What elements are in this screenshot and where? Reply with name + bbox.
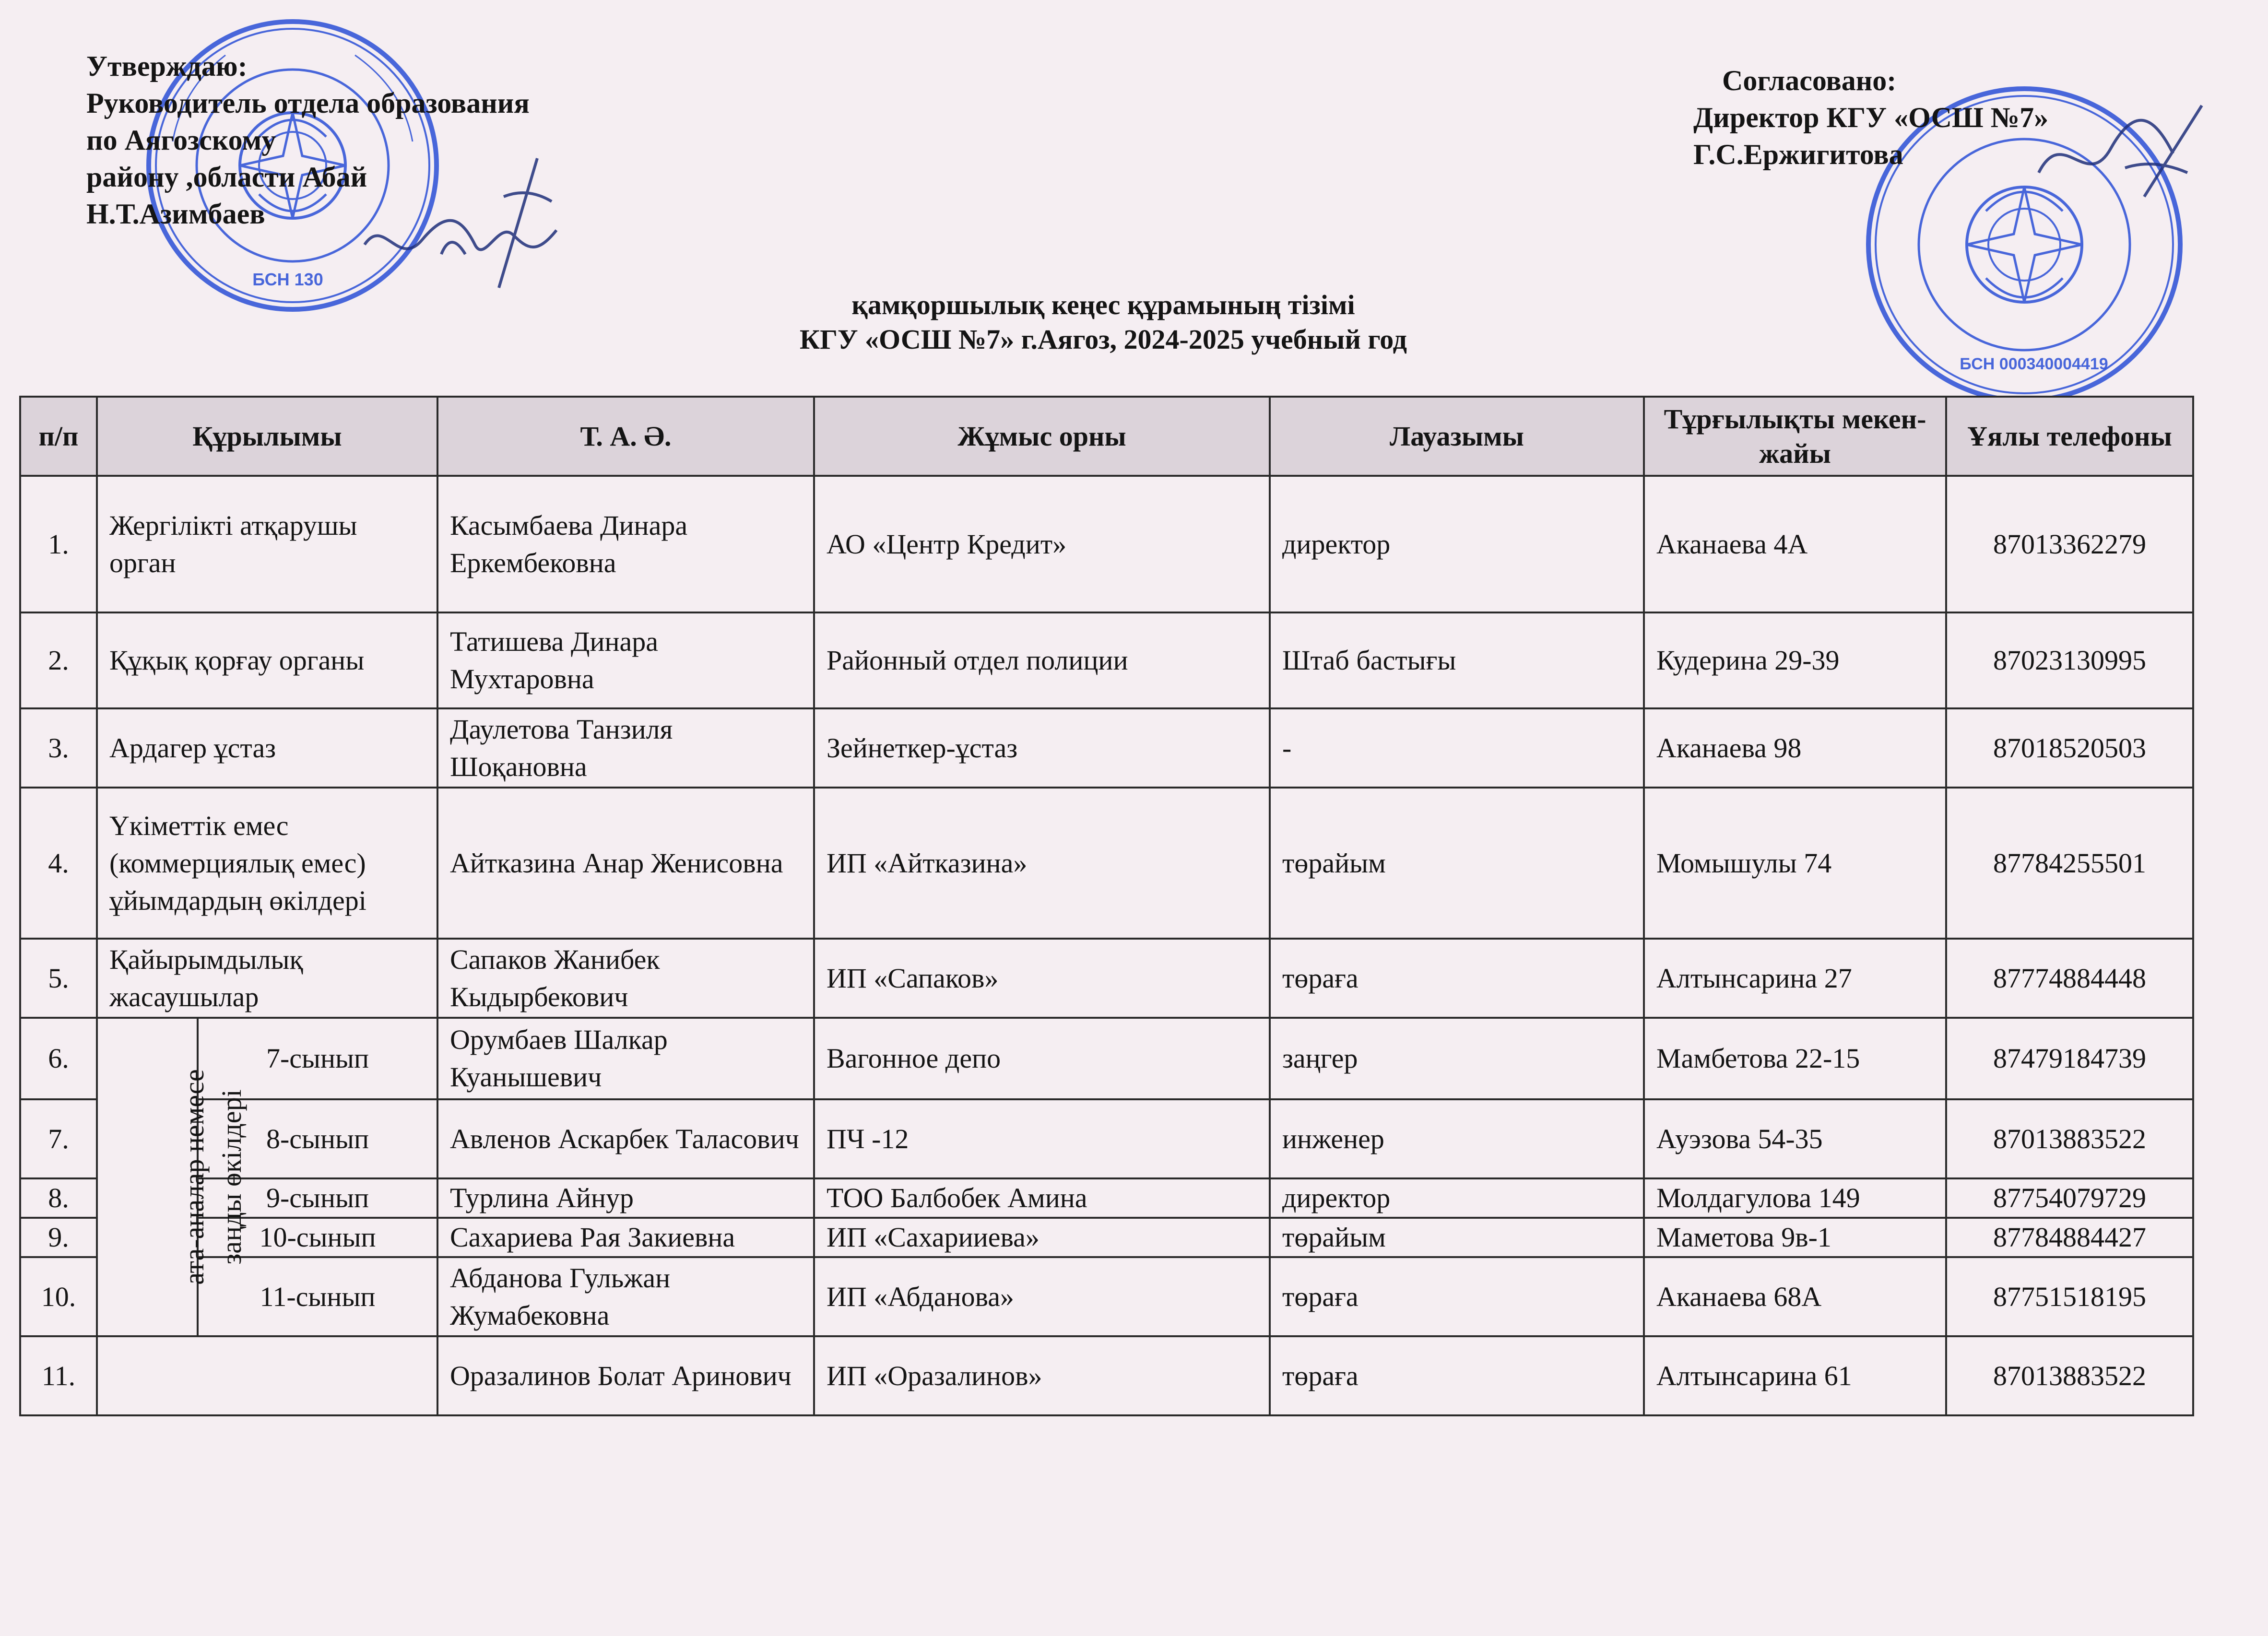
board-members-table: [19, 396, 2194, 1416]
table-row: [20, 1218, 2193, 1257]
row-structure: Құқық қорғау органы: [97, 612, 437, 708]
row-name: Оразалинов Болат Аринович: [437, 1336, 814, 1415]
row-phone: 87013883522: [1946, 1336, 2193, 1415]
row-work: ТОО Балбобек Амина: [814, 1178, 1270, 1218]
row-structure: Жергілікті атқарушы орган: [97, 476, 437, 612]
header-phone: Ұялы телефоны: [1946, 397, 2193, 476]
row-address: Алтынсарина 61: [1644, 1336, 1946, 1415]
table-row: [20, 476, 2193, 612]
row-work: АО «Центр Кредит»: [814, 476, 1270, 612]
table-row: [20, 1257, 2193, 1336]
row-address: Момышулы 74: [1644, 788, 1946, 939]
title-line-2: КГУ «ОСШ №7» г.Аягоз, 2024-2025 учебный год: [800, 324, 1407, 355]
row-num: 10.: [20, 1257, 97, 1336]
approval-line-2: Руководитель отдела образования: [86, 87, 530, 119]
row-address: Молдагулова 149: [1644, 1178, 1946, 1218]
header-work: Жұмыс орны: [814, 397, 1270, 476]
row-work: ИП «Сапаков»: [814, 939, 1270, 1018]
parents-group-cell: [97, 1018, 247, 1336]
row-phone: 87774884448: [1946, 939, 2193, 1018]
agreement-block: [1693, 62, 2048, 173]
row-phone: 87013883522: [1946, 1099, 2193, 1178]
parents-group-label: [176, 1062, 250, 1292]
row-phone: 87784884427: [1946, 1218, 2193, 1257]
header-address: Тұрғылықты мекен-жайы: [1644, 397, 1946, 476]
row-class: 7-сынып: [198, 1018, 437, 1099]
table-row: [20, 788, 2193, 939]
row-work: ИП «Сахарииева»: [814, 1218, 1270, 1257]
row-name: Турлина Айнур: [437, 1178, 814, 1218]
row-num: 11.: [20, 1336, 97, 1415]
header-name: Т. А. Ә.: [437, 397, 814, 476]
row-name: Сапаков Жанибек Кыдырбекович: [437, 939, 814, 1018]
row-num: 2.: [20, 612, 97, 708]
row-work: ИП «Абданова»: [814, 1257, 1270, 1336]
row-position: төраға: [1270, 1257, 1644, 1336]
row-num: 3.: [20, 708, 97, 788]
row-address: Аканаева 68А: [1644, 1257, 1946, 1336]
table-header-row: [20, 397, 2193, 476]
row-phone: 87018520503: [1946, 708, 2193, 788]
row-position: директор: [1270, 1178, 1644, 1218]
row-address: Аканаева 4А: [1644, 476, 1946, 612]
row-address: Мамбетова 22-15: [1644, 1018, 1946, 1099]
row-work: Районный отдел полиции: [814, 612, 1270, 708]
row-position: төрайым: [1270, 1218, 1644, 1257]
document-title: [504, 288, 1703, 357]
left-seal-bin: БСН 130: [252, 270, 323, 289]
row-phone: 87784255501: [1946, 788, 2193, 939]
row-class: 10-сынып: [198, 1218, 437, 1257]
row-structure: Ардагер ұстаз: [97, 708, 437, 788]
row-address: Аканаева 98: [1644, 708, 1946, 788]
row-name: Даулетова Танзиля Шоқановна: [437, 708, 814, 788]
row-num: 8.: [20, 1178, 97, 1218]
row-structure: Үкіметтік емес (коммерциялық емес) ұйымдардың өкілдері: [97, 788, 437, 939]
table-row: [20, 1178, 2193, 1218]
row-work: ИП «Айтказина»: [814, 788, 1270, 939]
row-address: Маметова 9в-1: [1644, 1218, 1946, 1257]
row-name: Авленов Аскарбек Таласович: [437, 1099, 814, 1178]
approval-line-1: Утверждаю:: [86, 50, 248, 82]
title-line-1: қамқоршылық кеңес құрамының тізімі: [851, 289, 1355, 320]
row-work: Зейнеткер-ұстаз: [814, 708, 1270, 788]
row-position: төраға: [1270, 1336, 1644, 1415]
row-address: Алтынсарина 27: [1644, 939, 1946, 1018]
row-num: 9.: [20, 1218, 97, 1257]
row-address: Кудерина 29-39: [1644, 612, 1946, 708]
row-name: Айтказина Анар Женисовна: [437, 788, 814, 939]
row-class: 11-сынып: [198, 1257, 437, 1336]
table-row: [20, 939, 2193, 1018]
row-position: директор: [1270, 476, 1644, 612]
row-phone: 87013362279: [1946, 476, 2193, 612]
row-phone: 87754079729: [1946, 1178, 2193, 1218]
row-num: 5.: [20, 939, 97, 1018]
row-name: Сахариева Рая Закиевна: [437, 1218, 814, 1257]
row-address: Ауэзова 54-35: [1644, 1099, 1946, 1178]
parents-group-text: ата-аналар немесе заңды өкілдері: [178, 1069, 247, 1285]
approval-block: [86, 48, 530, 233]
right-seal-bin: БСН 000340004419: [1960, 355, 2108, 373]
header-num: п/п: [20, 397, 97, 476]
row-num: 1.: [20, 476, 97, 612]
row-num: 4.: [20, 788, 97, 939]
row-work: ПЧ -12: [814, 1099, 1270, 1178]
row-phone: 87023130995: [1946, 612, 2193, 708]
row-work: ИП «Оразалинов»: [814, 1336, 1270, 1415]
header-structure: Құрылымы: [97, 397, 437, 476]
table-row: [20, 1099, 2193, 1178]
row-position: Штаб бастығы: [1270, 612, 1644, 708]
table-row: [20, 708, 2193, 788]
table-row: [20, 1336, 2193, 1415]
row-name: Касымбаева Динара Еркембековна: [437, 476, 814, 612]
row-num: 7.: [20, 1099, 97, 1178]
approval-line-5: Н.Т.Азимбаев: [86, 198, 265, 230]
table-row: [20, 612, 2193, 708]
row-position: төрайым: [1270, 788, 1644, 939]
row-class: 8-сынып: [198, 1099, 437, 1178]
agreement-line-1: Согласовано:: [1722, 65, 1897, 96]
row-phone: 87751518195: [1946, 1257, 2193, 1336]
header-position: Лауазымы: [1270, 397, 1644, 476]
table-row: [20, 1018, 2193, 1099]
row-position: заңгер: [1270, 1018, 1644, 1099]
row-structure: Қайырымдылық жасаушылар: [97, 939, 437, 1018]
row-position: төраға: [1270, 939, 1644, 1018]
row-class: 9-сынып: [198, 1178, 437, 1218]
approval-line-3: по Аягозскому: [86, 124, 276, 156]
row-structure: [97, 1336, 437, 1415]
row-phone: 87479184739: [1946, 1018, 2193, 1099]
row-work: Вагонное депо: [814, 1018, 1270, 1099]
row-name: Абданова Гульжан Жумабековна: [437, 1257, 814, 1336]
row-position: инженер: [1270, 1099, 1644, 1178]
right-signature: [2029, 96, 2221, 206]
row-name: Орумбаев Шалкар Куанышевич: [437, 1018, 814, 1099]
row-position: -: [1270, 708, 1644, 788]
agreement-line-2: Директор КГУ «ОСШ №7»: [1693, 102, 2049, 133]
row-num: 6.: [20, 1018, 97, 1099]
approval-line-4: району ,области Абай: [86, 161, 367, 193]
agreement-line-3: Г.С.Ержигитова: [1693, 139, 1903, 170]
row-name: Татишева Динара Мухтаровна: [437, 612, 814, 708]
